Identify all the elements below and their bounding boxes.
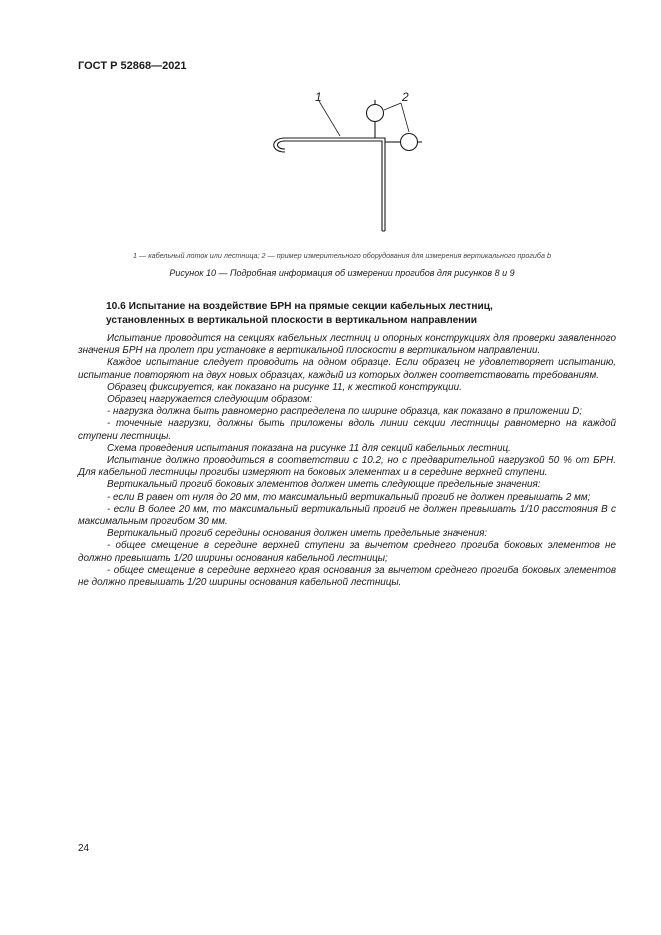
document-header: ГОСТ Р 52868—2021 — [78, 60, 187, 72]
list-item: - нагрузка должна быть равномерно распределена по ширине образца, как показано в приложении D; — [107, 406, 582, 418]
callout-1-leader — [319, 101, 340, 136]
top-gauge — [367, 105, 384, 122]
paragraph: Образец фиксируется, как показано на рисунке 11, к жесткой конструкции. — [107, 381, 462, 393]
paragraph: Вертикальный прогиб боковых элементов должен иметь следующие предельные значения: — [107, 479, 541, 491]
tray-lip — [274, 138, 285, 152]
side-gauge — [401, 134, 418, 151]
callout-2-leader-b — [401, 103, 409, 132]
list-item: - если B равен от нуля до 20 мм, то максимальный вертикальный прогиб не должен превышать 2 мм; — [107, 491, 591, 503]
callout-2-leader-a — [384, 103, 401, 110]
list-item: - общее смещение в середине верхней ступени за вычетом среднего прогиба боковых элементов не должно превышать 1/20 ширины основания кабельной лестницы; — [78, 540, 616, 564]
list-item: - точечные нагрузки, должны быть приложены вдоль линии секции лестницы равномерно на каждой ступени лестницы. — [78, 418, 616, 442]
page-number: 24 — [78, 843, 90, 854]
paragraph: Испытание должно проводиться в соответствии с 10.2, но с предварительной нагрузкой 50 % от БРН. Для кабельной лестницы прогибы измеряют на боковых элементах и в середине верхней ступени. — [78, 455, 616, 479]
measurement-figure — [0, 86, 661, 246]
callout-2-label: 2 — [402, 90, 409, 104]
section-heading-line-2: установленных в вертикальной плоскости в вертикальном направлении — [106, 314, 477, 326]
section-10-6 — [78, 300, 616, 589]
paragraph: Схема проведения испытания показана на рисунке 11 для секций кабельных лестниц. — [107, 442, 511, 454]
paragraph: Образец нагружается следующим образом: — [107, 394, 313, 406]
section-heading-line-1: 10.6 Испытание на воздействие БРН на прямые секции кабельных лестниц, — [106, 301, 493, 312]
callout-1-label: 1 — [315, 90, 322, 104]
section-heading — [78, 300, 616, 327]
paragraph: Испытание проводится на секциях кабельных лестниц и опорных конструкциях для проверки заявленного значения БРН на пролет при установке в вертикальной плоскости в вертикальном направлении. — [78, 333, 616, 357]
figure-caption: Рисунок 10 — Подробная информация об измерении прогибов для рисунков 8 и 9 — [169, 268, 515, 278]
paragraph: Каждое испытание следует проводить на одном образце. Если образец не удовлетворяет испытанию, испытание повторяют на двух новых образцах, каждый из которых должен соответствовать требованиям. — [78, 357, 616, 381]
tray-profile — [283, 138, 385, 231]
list-item: - если B более 20 мм, то максимальный вертикальный прогиб не должен превышать 1/10 расстояния B с максимальным прогибом 30 мм. — [78, 503, 616, 528]
list-item: - общее смещение в середине верхнего края основания за вычетом среднего прогиба боковых элементов не должно превышать 1/20 ширины основания кабельной лестницы. — [78, 564, 616, 589]
figure-legend: 1 — кабельный лоток или лестница; 2 — пример измерительного оборудования для измерения вертикального прогиба b — [133, 251, 551, 260]
paragraph: Вертикальный прогиб середины основания должен иметь предельные значения: — [107, 528, 488, 540]
